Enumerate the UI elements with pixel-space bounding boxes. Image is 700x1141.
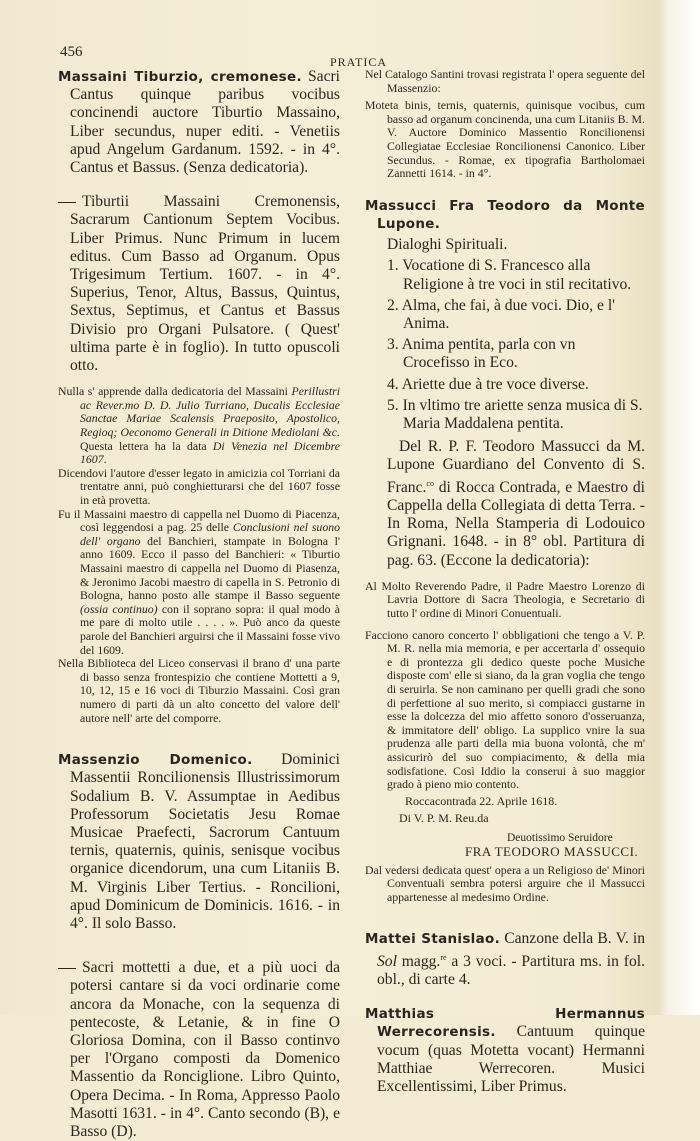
massucci-body	[365, 438, 645, 570]
dedication-to: Al Molto Reverendo Padre, il Padre Maestro Lorenzo di Lavria Dottore di Sacra Theologia, e Secretario di tutto l' ordine di Minori Conuentuali.	[365, 578, 645, 620]
entry-text: magg.	[396, 952, 441, 970]
note-text: del Banchieri, stampate in Bologna l' anno 1609. Ecco il passo del Banchieri: « Tiburtio Massaini maestro di cappella nel Duomo di Piasenza, & Jeronimo Jacobi maestro di capella in S. Petronio di Bologna, hanno posto alle stampe il Basso seguente	[80, 533, 340, 603]
page-number: 456	[60, 44, 83, 60]
note-liceo: Nella Biblioteca del Liceo conservasi il brano d' una parte di basso senza frontespizio che contiene Mottetti a 9, 10, 12, 15 e 16 voci di Tiburzio Massaini. Così gran numero di parti dà un alto concetto del valore dell' autore nell' arte del comporre.	[58, 656, 340, 725]
note-banchieri	[58, 508, 340, 658]
entry-text: Canzone della B. V. in	[504, 930, 646, 948]
note-moteta: Moteta binis, ternis, quaternis, quinisque vocibus, cum basso ad organum concinenda, una cum Litaniis B. M. V. Auctore Dominico Massentio Roncilionensi Collegiatae Ecclesiae Roncilionensi Canonico. Liber Secundus. - Romae, ex tipografia Bartholomaei Zannetti 1614. - in 4°.	[365, 98, 645, 181]
list-item: 4. Ariette due à tre voce diverse.	[387, 375, 589, 393]
note-text: Questa lettera ha la data	[80, 438, 213, 453]
entry-heading: Mattei Stanislao.	[365, 931, 501, 948]
entry-text: di Rocca Contrada, e Maestro di Cappella della Collegiata di detta Terra. - In Roma, Nella Stamperia di Lodouico Grignani. 1648. - in 8° obl. Partitura di pag. 63. (Eccone la dedicatoria):	[387, 478, 645, 569]
entry-heading: Massucci Fra Teodoro da Monte Lupone.	[365, 197, 645, 232]
dedication-signature: FRA TEODORO MASSUCCI.	[465, 843, 639, 859]
em-dash	[58, 202, 76, 203]
right-column	[365, 68, 645, 1096]
note-conventuali: Dal vedersi dedicata quest' opera a un Religioso de' Minori Conventuali sembra potersi arguire che il Massucci appartenesse al medesimo Ordine.	[365, 862, 645, 904]
entry-text: Cantuum quinque vocum (quas Motetta vocant) Hermanni Matthiae Werrecoren. Musici Excellentissimi, Liber Primus.	[377, 1023, 645, 1096]
dedication-text: Facciono canoro concerto l' obbligationi che tengo a V. P. M. R. nella mia memoria, e per accertarla d' ossequio e di prontezza gli dedico queste poche Musiche disposte com' elle si siano, da la gran voglia che tengo di seruirla. Se non caminano per quelli gradi che sono di perfettione al suo merito, si compiacci gustarne in esse la dolcezza del mio affetto sonoro d'osseruanza, & immitatore dell' obligo. La supplico vnire la sua prudenza alle parti della mia buona volontà, che m' assicurirò del suo compiacimento, & della mia sodisfatione. Così Iddio la conserui à suo maggior grado à pieno mio contento.	[365, 627, 645, 792]
note-text: Nulla s' apprende dalla dedicatoria del Massaini	[58, 384, 292, 399]
list-item: 5. In vltimo tre ariette senza musica di S. Maria Maddalena pentita.	[387, 396, 643, 432]
em-dash	[58, 968, 76, 969]
entry-massucci-heading	[365, 197, 645, 233]
entry-text: Sacri mottetti a due, et a più uoci da potersi cantare si da voci ordinarie come ancora da Monache, con la sequenza di pentecoste, & Letanie, & in fine O Gloriosa Domina, con il Basso continvo per l'Organo composti da Domenico Massentio da Ronciglione. Libro Quinto, Opera Decima. - In Roma, Appresso Paolo Masotti 1631. - in 4°. Canto secondo (B), e Basso (D).	[70, 959, 340, 1140]
dedication-date: Roccacontrada 22. Aprile 1618.	[405, 793, 558, 808]
note-italic: (ossia continuo)	[80, 601, 158, 616]
entry-text: Del R. P. F. Teodoro Massucci da M. Lupone Guardiano del Convento di S. Franc.	[387, 438, 645, 496]
running-head: PRATICA	[330, 55, 388, 69]
entry-text: a 3 voci. - Partitura ms. in fol. obl., di carte 4.	[377, 952, 645, 989]
entry-heading: Matthias Hermannus Werrecorensis.	[365, 1006, 645, 1041]
entry-text: Dominici Massentii Roncilionensis Illustrissimorum Sodalium B. V. Assumptae in Aedibus Professorum Societatis Jesu Romae Musicae Praefecti, Sacrorum Cantuum ternis, quaternis, quinis, senisque vocibus organice dicendorum, una cum Litaniis B. M. Virginis Liber Tertius. - Roncilioni, apud Dominicum de Dominicis. 1616. - in 4°. Il solo Basso.	[70, 751, 340, 932]
entry-heading: Massenzio Domenico.	[58, 752, 253, 769]
entry-text: Sacri Cantus quinque paribus vocibus concinendi auctore Tiburtio Massaino, Liber secundus, nuper editi. - Venetiis apud Angelum Gardanum. 1592. - in 4°. Cantus et Bassus. (Senza dedicatoria).	[70, 68, 341, 177]
dedication-di: Di V. P. M. Reu.da	[399, 810, 489, 825]
note-text: Fu il Massaini maestro di cappella nel Duomo di Piacenza, così leggendosi a pag. 25 delle	[58, 506, 340, 535]
entry-massenzio-second	[58, 959, 340, 1141]
entry-text: Tiburtii Massaini Cremonensis, Sacrarum Cantionum Septem Vocibus. Liber Primus. Nunc Primum in lucem editus. Cum Basso ad Organum. Opus Trigesimum Tertium. 1607. - in 4°. Superius, Tenor, Altus, Bassus, Quintus, Sextus, Septimus, et Cantus et Bassus Divisio pro Organi Pulsatore. ( Quest' ultima parte è in foglio). In tutto opuscoli otto.	[70, 193, 340, 375]
note-text: con il soprano sopra: il qual modo à me pare di molto utile . . . . ». Può anco da queste parole del Banchieri arguirsi che il Massaini fosse vivo del 1609.	[80, 601, 340, 657]
list-item: 3. Anima pentita, parla con vn Crocefisso in Eco.	[387, 336, 576, 372]
note-italic: Conclusioni nel suono dell' organo	[80, 520, 341, 548]
list-item: 2. Alma, che fai, à due voci. Dio, e l' Anima.	[387, 296, 615, 332]
entry-italic: Sol	[377, 952, 397, 970]
massucci-intro: Dialoghi Spirituali.	[387, 236, 508, 254]
entry-massaini	[58, 68, 340, 177]
list-item: 1. Vocatione di S. Francesco alla Religione à tre voci in stil recitativo.	[387, 257, 632, 293]
entry-massaini-second	[58, 193, 340, 375]
note-dedication	[58, 385, 340, 467]
note-italic: Perillustri ac Rever.mo D. D. Julio Turriano, Ducalis Ecclesiae Sanctae Mariae Scalensis Praeposito, Apostolico, Regioq; Oeconomo Generali in Ditione Mediolani &c.	[80, 384, 340, 440]
entry-matthias	[365, 1005, 645, 1096]
left-column	[58, 68, 340, 1141]
note-italic: Di Venezia nel Dicembre 1607	[80, 438, 340, 467]
entry-heading: Massaini Tiburzio, cremonese.	[58, 69, 302, 85]
superscript: re	[440, 952, 447, 962]
note-text: .	[103, 452, 107, 467]
entry-massenzio	[58, 751, 340, 933]
note-santini: Nel Catalogo Santini trovasi registrata l' opera seguente del Massenzio:	[365, 67, 645, 95]
superscript: co	[426, 478, 434, 488]
entry-mattei	[365, 930, 645, 989]
note-age: Dicendovi l'autore d'esser legato in amicizia col Torriani da trentatre anni, può conghietturarsi che del 1607 fosse in età provetta.	[58, 465, 340, 507]
dedication-closing: Deuotissimo Seruidore	[507, 831, 613, 844]
